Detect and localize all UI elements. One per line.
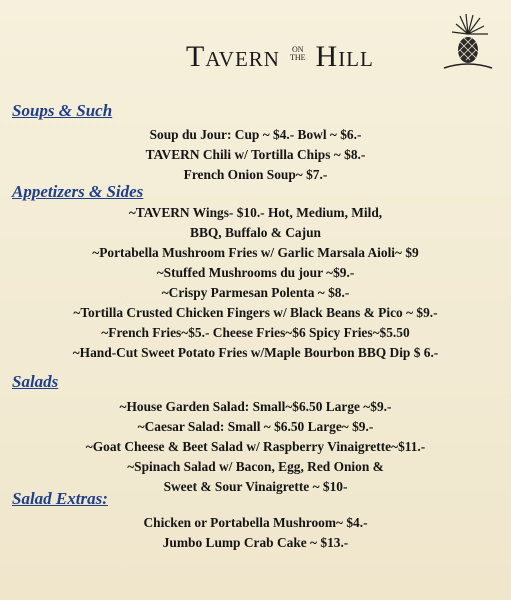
menu-line: Soup du Jour: Cup ~ $4.- Bowl ~ $6.- bbox=[149, 127, 362, 142]
menu-line: ~TAVERN Wings- $10.- Hot, Medium, Mild, bbox=[128, 205, 383, 220]
menu-line: ~Caesar Salad: Small ~ $6.50 Large~ $9.- bbox=[137, 419, 374, 434]
section-salad-extras: Salad Extras: bbox=[12, 489, 108, 508]
menu-line: ~Portabella Mushroom Fries w/ Garlic Marsala Aioli~ $9 bbox=[92, 245, 419, 260]
menu-line: TAVERN Chili w/ Tortilla Chips ~ $8.- bbox=[145, 147, 366, 162]
menu-line: ~Tortilla Crusted Chicken Fingers w/ Black Beans & Pico ~ $9.- bbox=[73, 305, 438, 320]
menu-line: French Onion Soup~ $7.- bbox=[183, 167, 328, 182]
restaurant-name bbox=[186, 40, 374, 74]
brand-t1: T bbox=[186, 40, 206, 73]
section-soups: Soups & Such bbox=[12, 101, 113, 120]
brand-on: ON bbox=[291, 45, 304, 54]
menu-header bbox=[0, 30, 511, 90]
section-appetizers: Appetizers & Sides bbox=[12, 182, 144, 201]
menu-line: ~Goat Cheese & Beet Salad w/ Raspberry Vinaigrette~$11.- bbox=[85, 439, 426, 454]
menu-line: Chicken or Portabella Mushroom~ $4.- bbox=[143, 515, 368, 530]
menu-line: ~Spinach Salad w/ Bacon, Egg, Red Onion & bbox=[127, 459, 384, 474]
menu-line: BBQ, Buffalo & Cajun bbox=[190, 225, 321, 240]
brand-the: THE bbox=[289, 53, 306, 62]
menu-line: Jumbo Lump Crab Cake ~ $13.- bbox=[162, 535, 349, 550]
brand-tavern: AVERN bbox=[205, 47, 280, 71]
pineapple-icon bbox=[440, 12, 496, 74]
section-salads: Salads bbox=[12, 372, 59, 391]
menu-line: ~Crispy Parmesan Polenta ~ $8.- bbox=[161, 285, 350, 300]
brand-on-the bbox=[290, 46, 306, 62]
menu-line: ~Stuffed Mushrooms du jour ~$9.- bbox=[156, 265, 355, 280]
menu-line: Sweet & Sour Vinaigrette ~ $10- bbox=[163, 479, 348, 494]
brand-h: H bbox=[315, 40, 339, 73]
brand-hill: ILL bbox=[338, 47, 374, 71]
menu-line: ~French Fries~$5.- Cheese Fries~$6 Spicy Fries~$5.50 bbox=[101, 325, 410, 340]
menu-line: ~House Garden Salad: Small~$6.50 Large ~$9.- bbox=[119, 399, 392, 414]
menu-line: ~Hand-Cut Sweet Potato Fries w/Maple Bourbon BBQ Dip $ 6.- bbox=[72, 345, 439, 360]
